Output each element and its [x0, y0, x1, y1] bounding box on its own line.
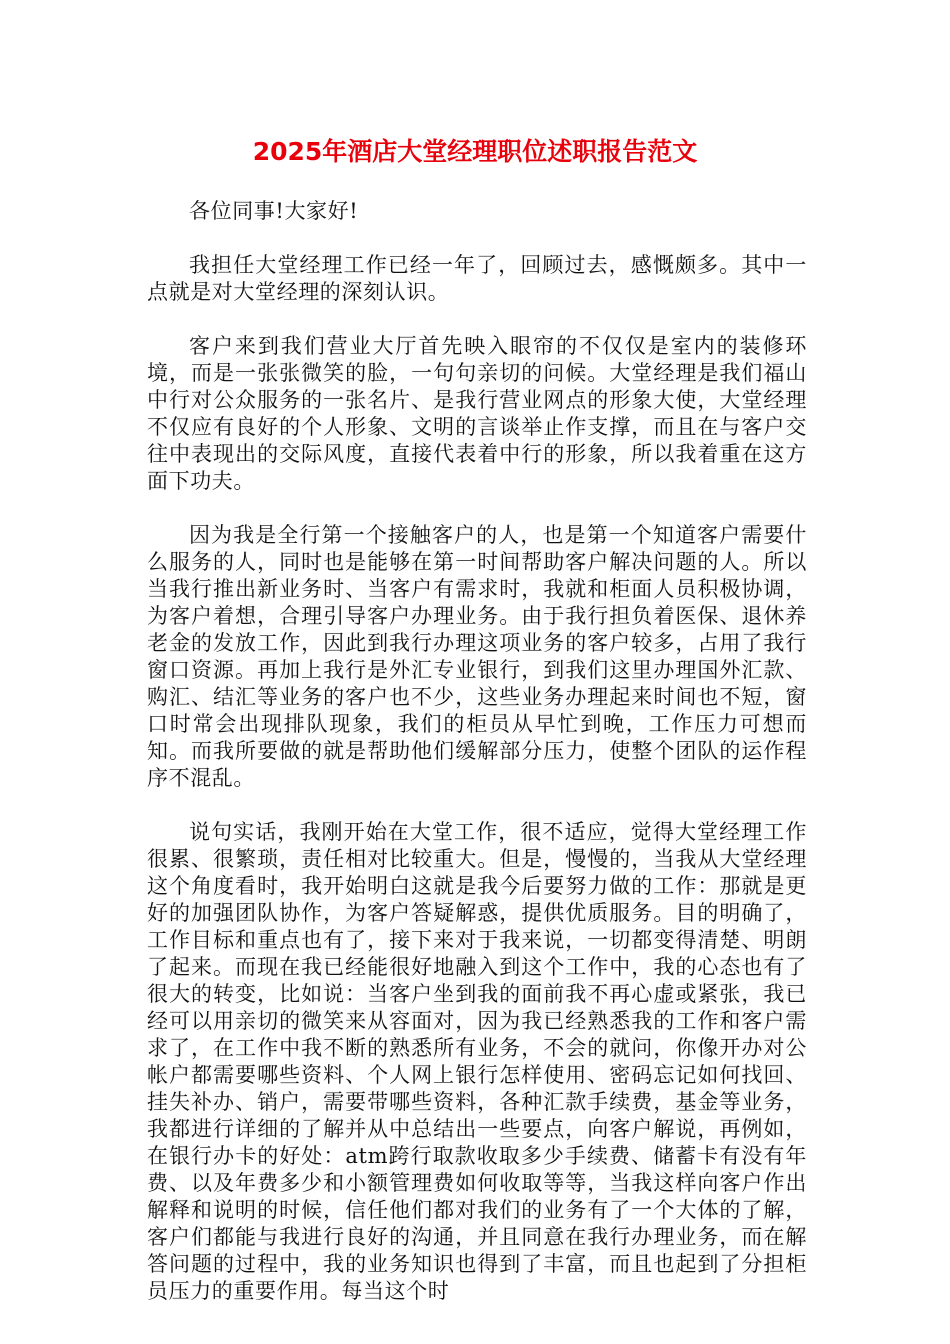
salutation: 各位同事!大家好!: [189, 199, 359, 223]
document-body: [147, 198, 807, 1332]
paragraph-2: 客户来到我们营业大厅首先映入眼帘的不仅仅是室内的装修环境，而是一张张微笑的脸，一句句亲切的问候。大堂经理是我们福山中行对公众服务的一张名片、是我行营业网点的形象大使，大堂经理不仅应有良好的个人形象、文明的言谈举止作支撑，而且在与客户交往中表现出的交际风度，直接代表着中行的形象，所以我着重在这方面下功夫。: [147, 334, 807, 493]
paragraph-3: 因为我是全行第一个接触客户的人，也是第一个知道客户需要什么服务的人，同时也是能够在第一时间帮助客户解决问题的人。所以当我行推出新业务时、当客户有需求时，我就和柜面人员积极协调，为客户着想，合理引导客户办理业务。由于我行担负着医保、退休养老金的发放工作，因此到我行办理这项业务的客户较多，占用了我行窗口资源。再加上我行是外汇专业银行，到我们这里办理国外汇款、购汇、结汇等业务的客户也不少，这些业务办理起来时间也不短，窗口时常会出现排队现象，我们的柜员从早忙到晚，工作压力可想而知。而我所要做的就是帮助他们缓解部分压力，使整个团队的运作程序不混乱。: [147, 523, 807, 790]
paragraph-4: 说句实话，我刚开始在大堂工作，很不适应，觉得大堂经理工作很累、很繁琐，责任相对比较重大。但是，慢慢的，当我从大堂经理这个角度看时，我开始明白这就是我今后要努力做的工作：那就是更好的加强团队协作，为客户答疑解惑，提供优质服务。目的明确了，工作目标和重点也有了，接下来对于我来说，一切都变得清楚、明朗了起来。而现在我已经能很好地融入到这个工作中，我的心态也有了很大的转变，比如说：当客户坐到我的面前我不再心虚或紧张，我已经可以用亲切的微笑来从容面对，因为我已经熟悉我的工作和客户需求了，在工作中我不断的熟悉所有业务，不会的就问，你像开办对公帐户都需要哪些资料、个人网上银行怎样使用、密码忘记如何找回、挂失补办、销户，需要带哪些资料，各种汇款手续费，基金等业务，我都进行详细的了解并从中总结出一些要点，向客户解说，再例如，在银行办卡的好处：atm跨行取款收取多少手续费、储蓄卡有没有年费、以及年费多少和小额管理费如何收取等等，当我这样向客户作出解释和说明的时候，信任他们都对我们的业务有了一个大体的了解，客户们都能与我进行良好的沟通，并且同意在我行办理业务，而在解答问题的过程中，我的业务知识也得到了丰富，而且也起到了分担柜员压力的重要作用。每当这个时: [147, 820, 807, 1303]
paragraph-1: 我担任大堂经理工作已经一年了，回顾过去，感慨颇多。其中一点就是对大堂经理的深刻认识。: [147, 253, 807, 304]
document-title: 2025年酒店大堂经理职位述职报告范文: [252, 137, 698, 166]
